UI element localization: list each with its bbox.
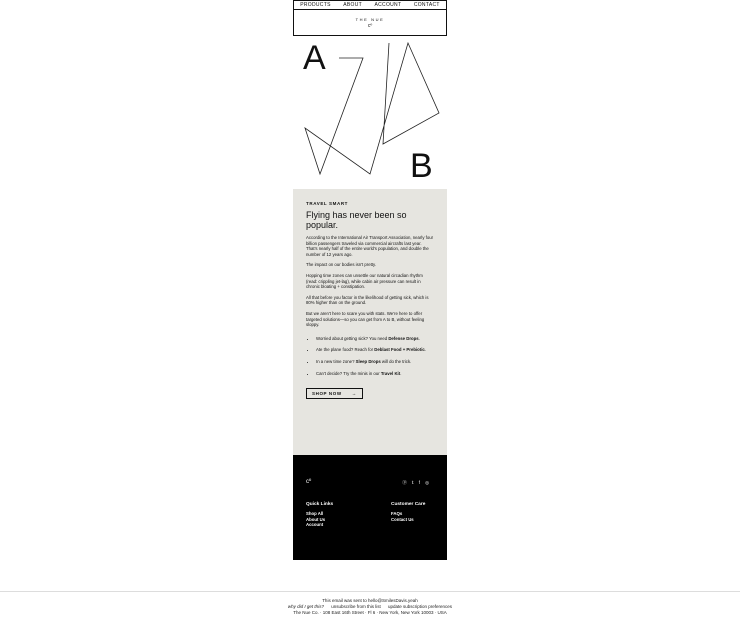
product-link[interactable]: Travel Kit [380, 370, 401, 376]
mailing-address: The Nue Co. · 108 East 16th Street · Fl 6 · New York, New York 10003 · USA [293, 610, 447, 615]
top-nav [293, 0, 447, 10]
shop-now-button[interactable] [306, 388, 363, 399]
eyebrow: TRAVEL SMART [306, 201, 349, 206]
nav-account[interactable]: ACCOUNT [374, 2, 402, 8]
article-section [293, 189, 447, 455]
quick-links-title: Quick Links [306, 502, 334, 507]
product-list [306, 336, 434, 376]
arrow-right-icon: → [351, 391, 357, 397]
facebook-icon[interactable]: f [418, 480, 421, 485]
twitter-icon[interactable]: 𝕥 [411, 480, 414, 485]
social-links [402, 480, 429, 486]
product-link[interactable]: Sleep Drops [355, 358, 381, 364]
email-container [293, 0, 447, 560]
shop-now-label: SHOP NOW [312, 391, 342, 397]
link-faqs[interactable]: FAQs [391, 511, 403, 516]
why-link[interactable]: why did I get this? [287, 604, 324, 609]
sent-to-text: This email was sent to hello@SmilesDavis.yeah [322, 598, 418, 603]
footer [293, 455, 447, 560]
customer-care [391, 502, 425, 522]
customer-care-title: Customer Care [391, 502, 426, 507]
product-link[interactable]: Deblast Food + Prebiotic [374, 347, 425, 353]
footer-logo[interactable]: cº [306, 479, 312, 485]
update-preferences-link[interactable]: update subscription preferences [388, 604, 453, 609]
brand-header[interactable] [293, 10, 447, 36]
paragraph: According to the International Air Transport Association, nearly four billion passengers traveled via commercial aircrafts last year. That's nearly half of the entire world's population, and double the number of 12 years ago. [306, 235, 434, 257]
nav-products[interactable]: PRODUCTS [300, 2, 331, 8]
email-legal-footer [0, 591, 740, 616]
paragraph: All that before you factor in the likelihood of getting sick, which is 80% higher than on the ground. [306, 294, 429, 306]
list-item: • In a new time zone? Sleep Drops will do the trick. [316, 359, 434, 365]
hero-illustration [293, 36, 447, 189]
brand-logo-mark: cº [367, 22, 373, 29]
link-contact-us[interactable]: Contact Us [391, 516, 414, 522]
hero-label-a: A [303, 39, 326, 77]
a-to-b-line-art [293, 36, 447, 189]
quick-links [306, 502, 333, 528]
unsubscribe-link[interactable]: unsubscribe from this list [331, 604, 381, 609]
paragraph: The impact on our bodies isn't pretty. [306, 262, 377, 268]
link-about-us[interactable]: About Us [306, 516, 326, 522]
link-shop-all[interactable]: Shop All [306, 511, 324, 516]
link-account[interactable]: Account [306, 522, 324, 527]
hero-label-b: B [410, 147, 433, 185]
nav-contact[interactable]: CONTACT [413, 2, 440, 8]
nav-about[interactable]: ABOUT [343, 2, 362, 8]
list-item: • Can't decide? Try the minis in our Travel Kit. [316, 371, 434, 377]
paragraph: But we aren't here to scare you with stats. We're here to offer targeted solutions—so you can get from A to B, without feeling sloppy. [306, 310, 425, 328]
headline: Flying has never been so popular. [306, 210, 407, 230]
paragraph: Hopping time zones can unsettle our natural circadian rhythm (read: crippling jet-lag), while cabin air pressure can result in chronic bloating + constipation. [306, 272, 423, 290]
list-item: • Worried about getting sick? You need Defense Drops. [316, 336, 434, 342]
brand-logo-text: THE NUE [355, 16, 385, 22]
pinterest-icon[interactable]: ⓟ [402, 480, 407, 485]
instagram-icon[interactable]: ◎ [425, 480, 429, 485]
list-item: • Ate the plane food? Reach for Deblast Food + Prebiotic. [316, 347, 434, 353]
product-link[interactable]: Defense Drops [388, 335, 419, 341]
